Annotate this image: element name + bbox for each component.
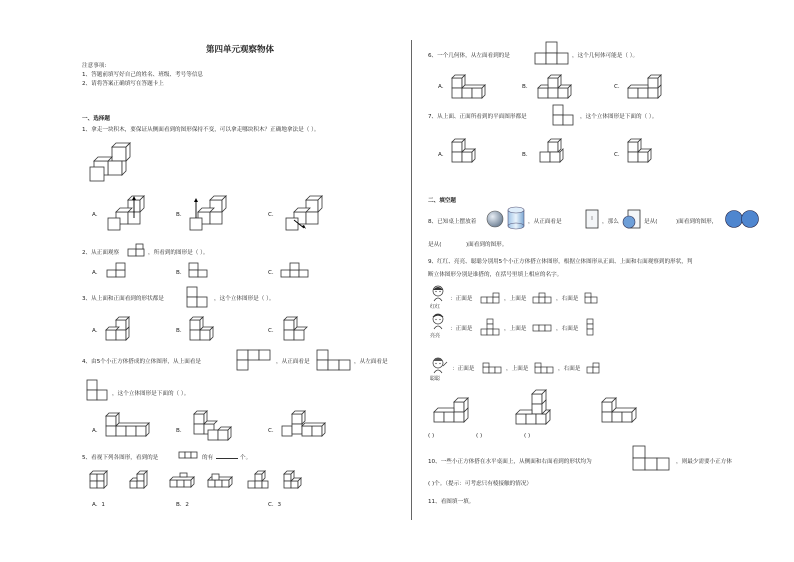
q9-paren-3[interactable]: ( ) — [524, 433, 531, 439]
q8-front-view-figure — [584, 208, 600, 230]
q5-option-a[interactable]: A．1 — [92, 502, 105, 508]
q2-option-b[interactable]: B． — [176, 270, 186, 276]
q6-option-c[interactable]: C． — [614, 84, 624, 90]
q8-line2-post: )面看到的图形。 — [466, 242, 508, 248]
cylinder-icon — [506, 206, 526, 230]
q2-text-post: ，所看到的图形是（ ）。 — [148, 250, 209, 256]
q1-option-a-figure — [104, 196, 148, 232]
q8-line2-pre: 是从( — [428, 242, 442, 248]
q4-text-pre: 4、由5个小正方体搭成的立体图形，从上面看是 — [82, 359, 201, 365]
person-1-right-view — [584, 292, 600, 304]
q6-option-a-figure — [450, 74, 486, 100]
q8-text-mid: ，从正面看是 — [528, 219, 562, 225]
q5-shape-3 — [168, 472, 196, 490]
q3-option-c[interactable]: C． — [268, 328, 278, 334]
q5-shape-4 — [206, 472, 234, 490]
q5-text-mid: 的有 — [202, 455, 214, 461]
q3-figure — [186, 286, 210, 310]
page-title: 第四单元观察物体 — [206, 45, 275, 55]
q1-main-figure — [88, 143, 134, 183]
person-2-top-view — [532, 324, 554, 332]
q8-view-figure-2 — [724, 209, 760, 229]
q4-text-mid: ，从正面看是 — [276, 359, 310, 365]
q5-option-b[interactable]: B．2 — [176, 502, 189, 508]
q4-top-view-figure — [236, 349, 272, 371]
person-1-right-label: ，右面是 — [556, 296, 579, 302]
q6-option-a[interactable]: A． — [438, 84, 448, 90]
person-1-name: 红红 — [430, 304, 441, 310]
q2-option-c[interactable]: C． — [268, 270, 278, 276]
q9-solid-2 — [514, 390, 554, 426]
q4-text-post: ，这个立体图形是下面的（ ）。 — [112, 391, 190, 397]
person-3-top-view — [534, 362, 556, 374]
q5-text-pre: 5、看视下列各图形，看到的是 — [82, 455, 159, 461]
notes-item-1: 1、答题前填写好自己的姓名、班级、考号等信息 — [82, 72, 204, 78]
q9-line2: 断立体图形分别是谁搭的，在括号里填上相应的名字。 — [428, 272, 563, 278]
q5-shape-1 — [88, 470, 112, 490]
q5-option-c[interactable]: C．3 — [268, 502, 282, 508]
q7-figure — [552, 104, 576, 128]
person-1-front-label: ：正面是 — [450, 296, 473, 302]
q4-option-b[interactable]: B． — [176, 428, 186, 434]
boy-avatar-icon — [430, 312, 446, 330]
q2-figure — [126, 243, 146, 257]
person-3-front-label: ：正面是 — [452, 366, 475, 372]
person-2-name: 亮亮 — [430, 333, 441, 339]
q8-text-pre: 8、已知桌上摆放着 — [428, 219, 477, 225]
notes-heading: 注意事项: — [82, 63, 107, 69]
q5-shape-6 — [282, 470, 306, 490]
q4-front-view-figure — [316, 349, 352, 371]
section-fill-heading: 二、填空题 — [428, 198, 456, 204]
q7-option-b[interactable]: B． — [522, 152, 532, 158]
q5-text-post: 个。 — [240, 455, 252, 461]
person-3-front-view — [482, 362, 504, 374]
q9-solid-3 — [598, 396, 638, 426]
girl-avatar-icon — [430, 284, 446, 302]
q2-option-c-figure — [280, 262, 310, 278]
q2-option-b-figure — [188, 262, 210, 278]
q5-answer-blank[interactable] — [216, 453, 238, 459]
q10-text-pre: 10、一些小正方体搭在水平桌面上，从侧面和右面看到的形状均为 — [428, 459, 592, 465]
q4-option-a[interactable]: A． — [92, 428, 102, 434]
q1-text: 1、拿走一块积木，要保证从侧面看到的图形保持不变，可以拿走哪块积木？正确地拿法是（ ）。 — [82, 127, 320, 133]
q3-text-post: ，这个立体图形是（ ）。 — [214, 296, 275, 302]
q7-option-c[interactable]: C． — [614, 152, 624, 158]
q6-left-view-figure — [534, 41, 570, 65]
q4-text-mid2: ，从左面看是 — [354, 359, 388, 365]
q6-text-pre: 6、一个几何体，从左面看到的是 — [428, 53, 510, 59]
q7-option-b-figure — [538, 138, 566, 164]
notes-item-2: 2、请将答案正确填写在答题卡上 — [82, 81, 164, 87]
q6-option-b[interactable]: B． — [522, 84, 532, 90]
q4-left-view-figure — [86, 379, 110, 403]
person-1-top-label: ，上面是 — [504, 296, 527, 302]
q2-option-a-figure — [106, 262, 128, 278]
person-2-front-view — [480, 318, 502, 336]
q3-option-c-figure — [280, 316, 308, 342]
q4-option-c[interactable]: C． — [268, 428, 278, 434]
q11-text: 11、看图填一填。 — [428, 499, 475, 505]
person-3-name: 聪聪 — [430, 376, 441, 382]
q3-option-b-figure — [188, 316, 216, 342]
ball-icon — [486, 210, 504, 228]
q8-text-mid3: 是从( — [644, 219, 658, 225]
q1-option-b[interactable]: B． — [176, 212, 186, 218]
person-2-right-label: ，右面是 — [556, 326, 579, 332]
q3-text-pre: 3、从上面和正面看到的形状都是 — [82, 296, 164, 302]
q3-option-b[interactable]: B． — [176, 328, 186, 334]
q3-option-a[interactable]: A． — [92, 328, 102, 334]
q7-option-a-figure — [450, 138, 478, 164]
q3-option-a-figure — [104, 316, 132, 342]
person-3-right-label: ，右面是 — [558, 366, 581, 372]
q4-option-b-figure — [188, 410, 238, 444]
person-1-front-view — [480, 292, 502, 304]
q7-option-c-figure — [626, 138, 654, 164]
q6-text-post: ，这个几何体可能是（ ）。 — [572, 53, 639, 59]
q7-text-pre: 7、从上面、正面所看到的平面图形都是 — [428, 114, 527, 120]
q1-option-c[interactable]: C． — [268, 212, 278, 218]
q1-option-a[interactable]: A． — [92, 212, 102, 218]
q6-option-c-figure — [626, 74, 662, 100]
q9-line1: 9、红红、亮亮、聪聪分别用5个小正方体搭立体图形，根据立体图形从正面、上面和右面观察到的形状，判 — [428, 259, 693, 265]
person-3-right-view — [586, 362, 602, 374]
person-2-front-label: ：正面是 — [450, 326, 473, 332]
q6-option-b-figure — [536, 74, 572, 100]
q10-text-post: ，则最少需要小正方体 — [676, 459, 732, 465]
person-1-top-view — [532, 292, 554, 304]
section-choice-heading: 一、选择题 — [82, 116, 110, 122]
q5-target-view-figure — [178, 451, 198, 459]
person-2-top-label: ，上面是 — [504, 326, 527, 332]
q10-line2: ( )个。（提示：可考虑只有棱接触的情况） — [428, 481, 533, 487]
person-3-top-label: ，上面是 — [506, 366, 529, 372]
column-divider — [411, 40, 412, 520]
q5-shape-2 — [128, 470, 152, 490]
person-2-right-view — [586, 318, 596, 336]
q1-option-c-figure — [282, 196, 328, 232]
q1-option-b-figure — [186, 196, 230, 232]
q8-text-mid2: ，那么 — [602, 219, 619, 225]
q7-text-post: ，这个立体图形是下面的（ ）。 — [580, 114, 658, 120]
boy-avatar-icon-2 — [430, 356, 448, 374]
q8-text-mid4: )面看到的图形， — [676, 219, 718, 225]
q2-text-pre: 2、从正面观察 — [82, 250, 120, 256]
q2-option-a[interactable]: A． — [92, 270, 102, 276]
q5-shape-5 — [246, 470, 270, 490]
q4-option-c-figure — [280, 410, 330, 444]
q9-solid-1 — [430, 396, 470, 426]
q9-paren-2[interactable]: ( ) — [476, 433, 483, 439]
q8-view-figure-1 — [622, 208, 642, 230]
q10-figure — [632, 445, 672, 471]
q7-option-a[interactable]: A． — [438, 152, 448, 158]
q9-paren-1[interactable]: ( ) — [428, 433, 435, 439]
q4-option-a-figure — [104, 410, 154, 444]
